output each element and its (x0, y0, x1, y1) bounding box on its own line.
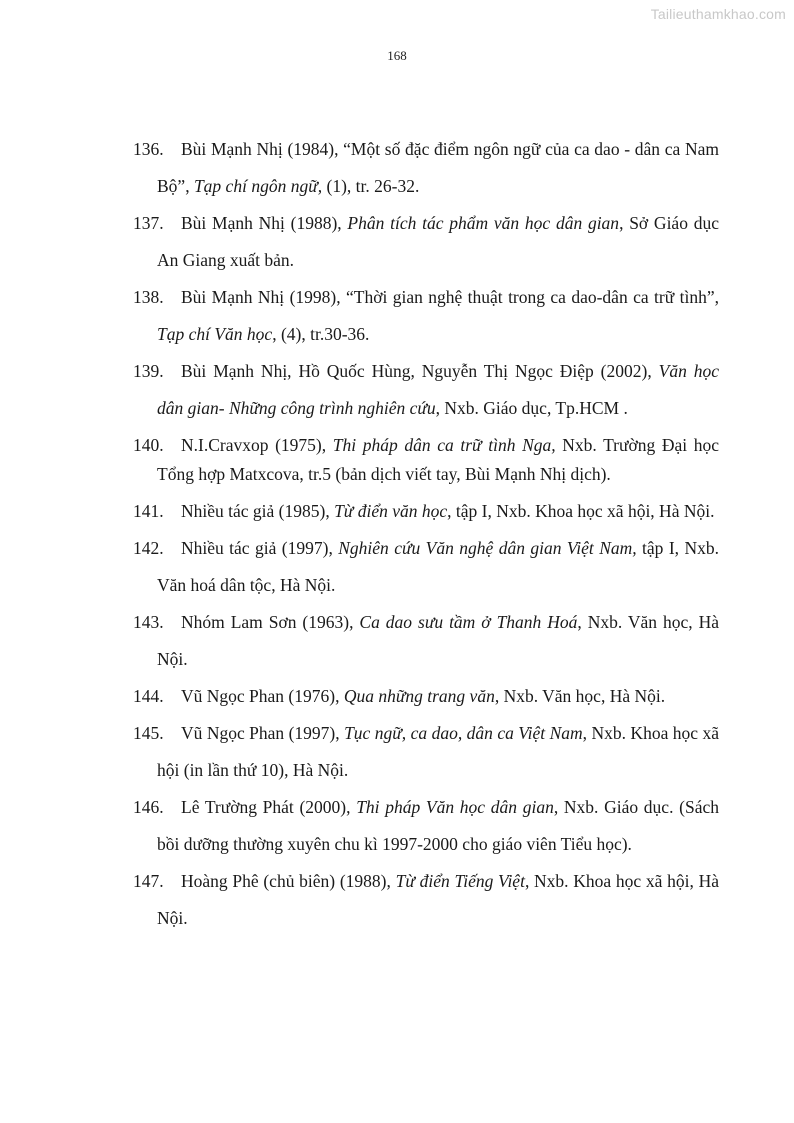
reference-title: Qua những trang văn (343, 686, 495, 706)
reference-item-138 (133, 279, 719, 353)
reference-number: 144. (133, 686, 164, 706)
reference-text: Bùi Mạnh Nhị (1988), (181, 213, 348, 233)
reference-text: , Nxb. Khoa học xã hội (in lần thứ 10), Hà Nội. (157, 723, 719, 780)
reference-text: Lê Trường Phát (2000), (181, 797, 357, 817)
reference-item-140 (133, 427, 719, 493)
reference-text: Nhóm Lam Sơn (1963), (181, 612, 360, 632)
page-number: 168 (387, 48, 407, 63)
reference-text: , Nxb. Văn học, Hà Nội. (494, 686, 666, 706)
reference-text: Bùi Mạnh Nhị (1998), “Thời gian nghệ thuật trong ca dao-dân ca trữ tình”, (181, 287, 719, 307)
reference-item-139 (133, 353, 719, 427)
reference-text: N.I.Cravxop (1975), (181, 435, 333, 455)
reference-text: tập I, Nxb. Văn hoá dân tộc, Hà Nội. (157, 538, 719, 595)
reference-item-146 (133, 789, 719, 863)
reference-number: 146. (133, 797, 164, 817)
reference-text: (1), tr. 26-32. (322, 176, 420, 196)
reference-text: Bùi Mạnh Nhị (1984), “Một số đặc điểm ngôn ngữ của ca dao - dân ca Nam Bộ”, (157, 139, 719, 196)
reference-text: Vũ Ngọc Phan (1997), (181, 723, 345, 743)
reference-title: Nghiên cứu Văn nghệ dân gian Việt Nam, (338, 538, 637, 558)
reference-title: Ca dao sưu tầm ở Thanh Hoá (359, 612, 578, 632)
reference-item-137 (133, 205, 719, 279)
reference-item-142 (133, 530, 719, 604)
reference-title: Phân tích tác phẩm văn học dân gian (347, 213, 620, 233)
reference-number: 139. (133, 361, 164, 381)
reference-number: 136. (133, 139, 164, 159)
reference-item-141 (133, 493, 719, 530)
reference-item-145 (133, 715, 719, 789)
reference-number: 138. (133, 287, 164, 307)
reference-text: Nxb. Trường Đại học Tổng hợp Matxcova, tr.5 (bản dịch viết tay, Bùi Mạnh Nhị dịch). (157, 435, 719, 484)
reference-number: 141. (133, 501, 164, 521)
reference-text: Hoàng Phê (chủ biên) (1988), (181, 871, 396, 891)
reference-text: , Sở Giáo dục An Giang xuất bản. (157, 213, 719, 270)
reference-text: , tập I, Nxb. Khoa học xã hội, Hà Nội. (447, 501, 715, 521)
reference-title: Tục ngữ, ca dao, dân ca Việt Nam (344, 723, 583, 743)
reference-text: Nhiều tác giả (1997), (181, 538, 339, 558)
reference-number: 142. (133, 538, 164, 558)
watermark: Tailieuthamkhao.com (650, 6, 786, 22)
reference-text: Vũ Ngọc Phan (1976), (181, 686, 344, 706)
reference-text: Nhiều tác giả (1985), (181, 501, 335, 521)
reference-title: Văn học dân gian- Những công trình nghiên cứu (157, 361, 719, 418)
reference-text: , Nxb. Khoa học xã hội, Hà Nội. (157, 871, 719, 928)
reference-item-136 (133, 131, 719, 205)
reference-title: Thi pháp Văn học dân gian (356, 797, 554, 817)
reference-text: , Nxb. Giáo dục, Tp.HCM . (435, 398, 628, 418)
reference-item-143 (133, 604, 719, 678)
reference-title: Thi pháp dân ca trữ tình Nga, (332, 435, 556, 455)
reference-number: 147. (133, 871, 164, 891)
reference-text: , Nxb. Văn học, Hà Nội. (157, 612, 720, 669)
reference-title: Tạp chí ngôn ngữ, (193, 176, 323, 196)
reference-item-144 (133, 678, 719, 715)
reference-number: 145. (133, 723, 164, 743)
reference-title: Từ điển Tiếng Việt (395, 871, 525, 891)
reference-title: Tạp chí Văn học (157, 324, 273, 344)
reference-number: 137. (133, 213, 164, 233)
reference-list (133, 131, 719, 937)
reference-text: , Nxb. Giáo dục. (Sách bồi dưỡng thường xuyên chu kì 1997-2000 cho giáo viên Tiểu học). (157, 797, 719, 854)
reference-number: 143. (133, 612, 164, 632)
reference-text: , (4), tr.30-36. (272, 324, 370, 344)
reference-title: Từ điển văn học (334, 501, 448, 521)
reference-item-147 (133, 863, 719, 937)
reference-number: 140. (133, 435, 164, 455)
reference-text: Bùi Mạnh Nhị, Hồ Quốc Hùng, Nguyễn Thị Ngọc Điệp (2002), (181, 361, 659, 381)
